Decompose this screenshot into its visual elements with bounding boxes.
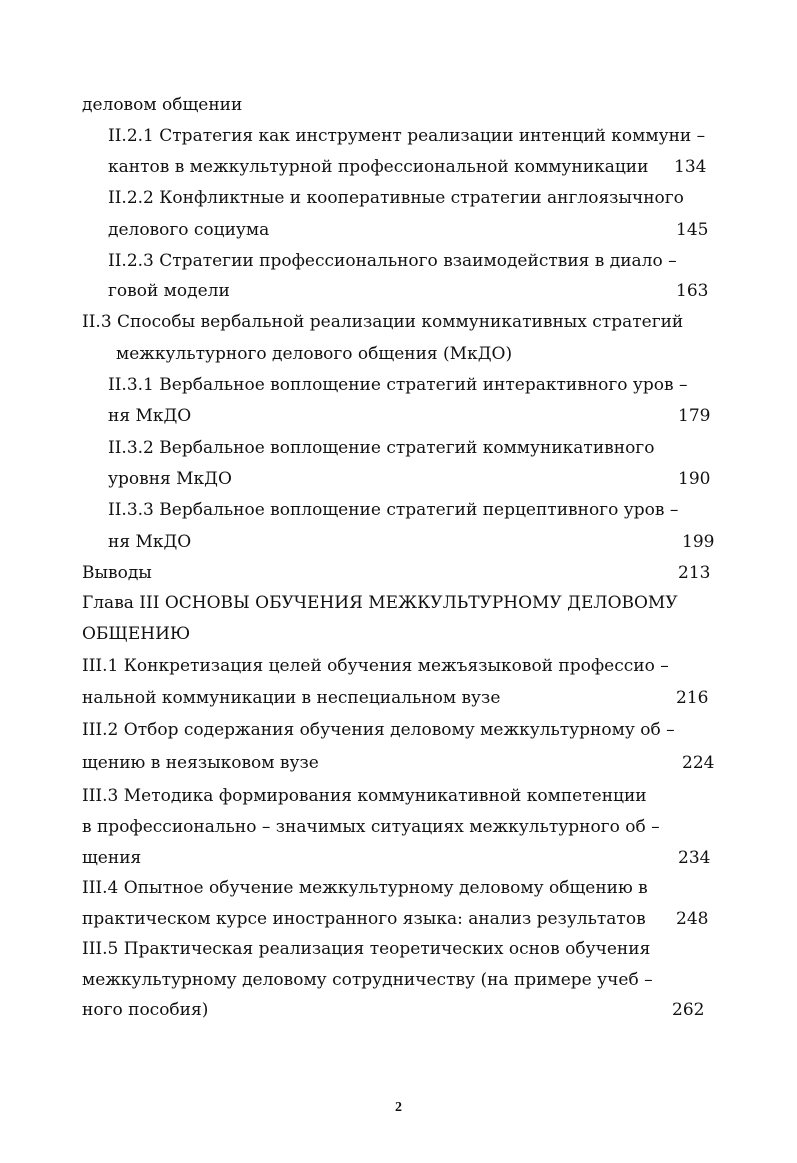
chapter-heading: ОБЩЕНИЮ (82, 624, 191, 644)
toc-line: делового социума (108, 220, 270, 240)
toc-line: щению в неязыковом вузе (82, 753, 319, 773)
page-number: 2 (395, 1100, 402, 1115)
toc-line: II.2.1 Стратегия как инструмент реализации интенций коммуни – (108, 126, 706, 146)
toc-line: практическом курсе иностранного языка: анализ результатов (82, 909, 646, 929)
toc-line: нальной коммуникации в неспециальном вузе (82, 688, 501, 708)
toc-page-number: 179 (678, 406, 711, 426)
toc-page-number: 248 (676, 909, 709, 929)
toc-line: межкультурному деловому сотрудничеству (на примере учеб – (82, 970, 653, 990)
toc-line: II.3.2 Вербальное воплощение стратегий коммуникативного (108, 438, 655, 458)
toc-line: ня МкДО (108, 532, 192, 552)
toc-line: II.3.1 Вербальное воплощение стратегий интерактивного уров – (108, 375, 688, 395)
toc-page-number: 190 (678, 469, 711, 489)
toc-line: кантов в межкультурной профессиональной коммуникации (108, 157, 649, 177)
toc-line: II.2.2 Конфликтные и кооперативные стратегии англоязычного (108, 188, 684, 208)
toc-line: ного пособия) (82, 1000, 209, 1020)
toc-page-number: 262 (672, 1000, 705, 1020)
toc-page-number: 163 (676, 281, 709, 301)
toc-page-number: 216 (676, 688, 709, 708)
chapter-heading: Глава III ОСНОВЫ ОБУЧЕНИЯ МЕЖКУЛЬТУРНОМУ ДЕЛОВОМУ (82, 593, 678, 613)
toc-line: III.3 Методика формирования коммуникативной компетенции (82, 786, 647, 806)
toc-line: уровня МкДО (108, 469, 232, 489)
toc-line: II.3.3 Вербальное воплощение стратегий перцептивного уров – (108, 500, 679, 520)
toc-page-number: 224 (682, 753, 715, 773)
toc-line: II.2.3 Стратегии профессионального взаимодействия в диало – (108, 251, 677, 271)
toc-line: ня МкДО (108, 406, 192, 426)
toc-page-number: 213 (678, 563, 711, 583)
toc-line: межкультурного делового общения (МкДО) (116, 344, 513, 364)
toc-page-number: 199 (682, 532, 715, 552)
toc-line: Выводы (82, 563, 152, 583)
toc-page-number: 234 (678, 848, 711, 868)
toc-page-number: 145 (676, 220, 709, 240)
toc-line: II.3 Способы вербальной реализации коммуникативных стратегий (82, 312, 684, 332)
toc-line: в профессионально – значимых ситуациях межкультурного об – (82, 817, 660, 837)
toc-line: III.5 Практическая реализация теоретических основ обучения (82, 939, 651, 959)
toc-line: говой модели (108, 281, 230, 301)
toc-line: III.2 Отбор содержания обучения деловому межкультурному об – (82, 720, 675, 740)
toc-line: III.1 Конкретизация целей обучения межъязыковой профессио – (82, 656, 669, 676)
toc-line: деловом общении (82, 95, 243, 115)
toc-line: щения (82, 848, 142, 868)
toc-page-number: 134 (674, 157, 707, 177)
toc-line: III.4 Опытное обучение межкультурному деловому общению в (82, 878, 648, 898)
